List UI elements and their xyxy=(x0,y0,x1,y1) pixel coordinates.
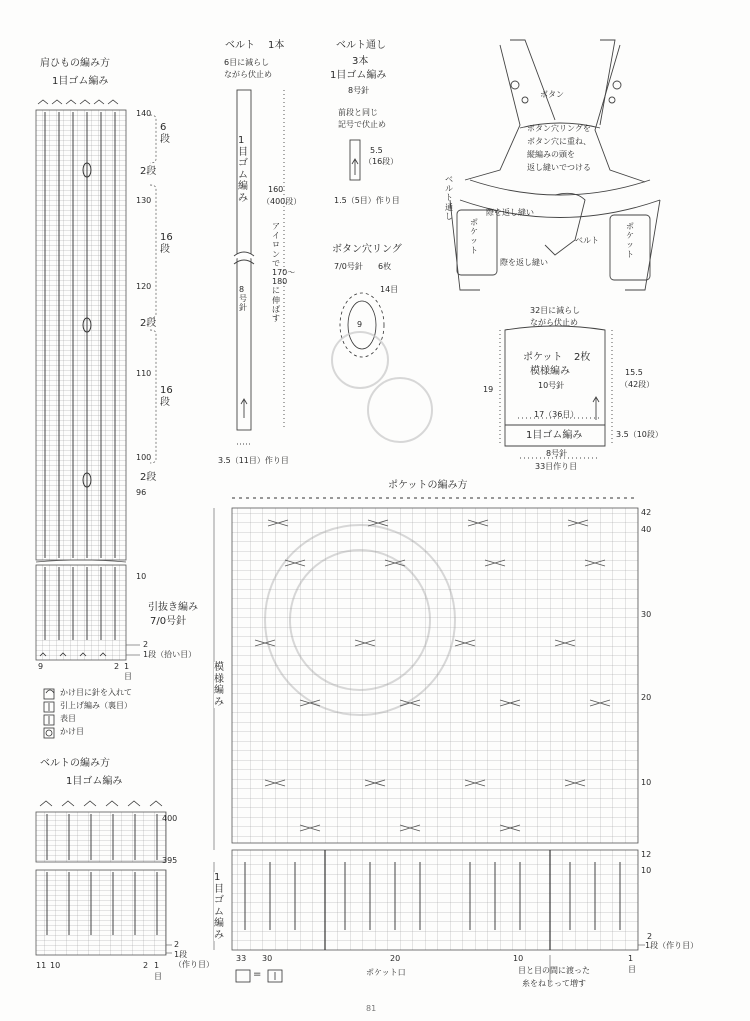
belt-loop-height: 5.5 xyxy=(370,146,383,155)
belt-stitch-10: 10 xyxy=(50,961,61,970)
pocket-row-10: 10 xyxy=(641,778,652,787)
belt-stitch-1: 1 xyxy=(154,961,160,970)
strap-note-6-rows: 6段 xyxy=(160,122,170,145)
belt-chart-subtitle: 1目ゴム編み xyxy=(66,776,123,787)
belt-title: ベルト xyxy=(225,40,255,51)
pocket-stitch-1: 1 xyxy=(628,954,634,963)
apron-instruction-2: ボタン穴に重ね、 xyxy=(527,137,591,146)
pocket-chart-pattern-label: 模様編み xyxy=(214,662,224,708)
strap-note-2-rows-b: 2段 xyxy=(140,318,157,329)
buttonhole-title: ボタン穴リング xyxy=(332,244,402,255)
belt-chart-title: ベルトの編み方 xyxy=(40,758,110,769)
belt-iron-note: アイロンで170〜180に伸ばす xyxy=(272,222,296,323)
strap-row-2: 2 xyxy=(143,640,149,649)
pocket-opening-label: ポケット口 xyxy=(366,968,406,977)
strap-stitch-1: 1 xyxy=(124,662,130,671)
pocket-stitch-10: 10 xyxy=(513,954,524,963)
apron-pocket-left: ポケット xyxy=(470,218,478,255)
pocket-row-42: 42 xyxy=(641,508,652,517)
belt-count: 1本 xyxy=(268,40,285,51)
strap-row-130: 130 xyxy=(136,196,152,205)
slip-stitch-label: 引抜き編み xyxy=(148,602,198,613)
strap-stitch-unit: 目 xyxy=(124,672,132,681)
buttonhole-center: 9 xyxy=(357,320,363,329)
pocket-rib: 1目ゴム編み xyxy=(526,430,583,441)
belt-loop-bottom: 1.5（5目）作り目 xyxy=(334,196,400,205)
pocket-chart-grid xyxy=(214,498,645,985)
belt-row-2: 2 xyxy=(174,940,180,949)
belt-bottom: 3.5（11目）作り目 xyxy=(218,456,289,465)
pocket-row-30: 30 xyxy=(641,610,652,619)
pocket-stitch-30: 30 xyxy=(262,954,273,963)
belt-row-395: 395 xyxy=(162,856,178,865)
slip-hook-label: 7/0号針 xyxy=(150,616,187,627)
strap-note-16-rows-b: 16段 xyxy=(160,385,173,408)
legend-item-3: 表目 xyxy=(60,714,76,723)
belt-stitch-unit: 目 xyxy=(154,972,162,981)
pocket-chart-rib-label: 1目ゴム編み xyxy=(214,872,224,941)
strap-note-2-rows: 2段 xyxy=(140,166,157,177)
pocket-stitch-33: 33 xyxy=(236,954,247,963)
strap-row-96: 96 xyxy=(136,488,147,497)
pocket-height-upper-rows: （42段） xyxy=(620,380,655,389)
belt-length-rows: （400段） xyxy=(262,197,302,206)
pocket-chart-title: ポケットの編み方 xyxy=(388,480,468,491)
pocket-increase-note-2: 糸をねじって増す xyxy=(522,979,586,988)
pocket-cast-on: 33目作り目 xyxy=(535,462,578,471)
strap-stitch-9: 9 xyxy=(38,662,44,671)
strap-row-110: 110 xyxy=(136,369,152,378)
pocket-height-lower: 3.5（10段） xyxy=(616,430,663,439)
legend-blank-square xyxy=(236,970,250,982)
apron-instruction-1: ボタン穴リングを xyxy=(527,124,591,133)
pocket-row-40: 40 xyxy=(641,525,652,534)
pocket-row-2: 2 xyxy=(647,932,653,941)
belt-row-1: 1段 xyxy=(174,950,188,959)
belt-row-400: 400 xyxy=(162,814,178,823)
apron-belt-label: ベルト xyxy=(575,236,599,245)
pocket-count: 2枚 xyxy=(574,352,591,363)
pocket-pattern: 模様編み xyxy=(530,366,570,377)
strap-row-10: 10 xyxy=(136,572,147,581)
belt-loop-count: 3本 xyxy=(352,56,369,67)
strap-row-140: 140 xyxy=(136,109,152,118)
apron-button-label: ボタン xyxy=(540,90,564,99)
buttonhole-needle: 7/0号針 xyxy=(334,262,363,271)
belt-loop-note-2: 記号で伏止め xyxy=(338,120,386,129)
legend-symbols xyxy=(44,689,54,738)
apron-pocket-right: ポケット xyxy=(626,222,634,259)
strap-stitch-2: 2 xyxy=(114,662,120,671)
belt-loop-note-1: 前段と同じ xyxy=(338,108,378,117)
pocket-height-total: 19 xyxy=(483,385,494,394)
belt-loop-stitch: 1目ゴム編み xyxy=(330,70,387,81)
pocket-title: ポケット xyxy=(523,352,563,363)
belt-stitch-11: 11 xyxy=(36,961,47,970)
belt-needle: 8号針 xyxy=(239,285,247,313)
page-number: 81 xyxy=(366,1004,377,1013)
pocket-needle-rib: 8号針 xyxy=(546,449,568,458)
pocket-top-note-2: ながら伏止め xyxy=(530,318,578,327)
apron-seam-1: 際を返し縫い xyxy=(486,208,534,217)
buttonhole-stitches: 14目 xyxy=(380,285,399,294)
pocket-row-10b: 10 xyxy=(641,866,652,875)
legend-item-2: 引上げ編み（裏目） xyxy=(60,701,132,710)
belt-body-label: 1目ゴム編み xyxy=(238,135,248,204)
pocket-height-upper: 15.5 xyxy=(625,368,643,377)
legend-equals-sign: = xyxy=(253,969,262,980)
pocket-increase-note-1: 目と目の間に渡った xyxy=(518,966,590,975)
belt-loop-schematic xyxy=(350,140,360,180)
apron-instruction-4: 返し縫いでつける xyxy=(527,163,591,172)
buttonhole-count: 6枚 xyxy=(378,262,392,271)
pocket-needle-main: 10号針 xyxy=(538,381,565,390)
pocket-row-1: 1段（作り目） xyxy=(645,941,699,950)
pocket-top-note-1: 32目に減らし xyxy=(530,306,581,315)
belt-length: 160 xyxy=(268,185,284,194)
belt-loop-height-rows: （16段） xyxy=(364,157,399,166)
pocket-stitch-20: 20 xyxy=(390,954,401,963)
belt-top-note-2: ながら伏止め xyxy=(224,70,272,79)
strap-row-120: 120 xyxy=(136,282,152,291)
strap-row-1: 1段（拾い目） xyxy=(143,650,197,659)
pocket-row-12: 12 xyxy=(641,850,652,859)
strap-note-16-rows: 16段 xyxy=(160,232,173,255)
belt-loop-title: ベルト通し xyxy=(336,40,386,51)
legend-item-4: かけ目 xyxy=(60,727,84,736)
pocket-width: 17（36目） xyxy=(534,410,579,419)
strap-row-100: 100 xyxy=(136,453,152,462)
pocket-stitch-unit: 目 xyxy=(628,965,636,974)
apron-instruction-3: 縦編みの頭を xyxy=(527,150,575,159)
strap-note-2-rows-c: 2段 xyxy=(140,472,157,483)
apron-belt-loop-label: ベルト通し xyxy=(445,175,453,221)
strap-chart-subtitle: 1目ゴム編み xyxy=(52,76,109,87)
belt-top-note-1: 6目に減らし xyxy=(224,58,270,67)
strap-chart-title: 肩ひもの編み方 xyxy=(40,58,110,69)
apron-seam-2: 際を返し縫い xyxy=(500,258,548,267)
pocket-row-20: 20 xyxy=(641,693,652,702)
belt-loop-needle: 8号針 xyxy=(348,86,370,95)
belt-chart-grid xyxy=(36,801,172,955)
legend-item-1: かけ目に針を入れて xyxy=(60,688,132,697)
belt-row-1-note: （作り目） xyxy=(174,960,214,969)
belt-stitch-2: 2 xyxy=(143,961,149,970)
